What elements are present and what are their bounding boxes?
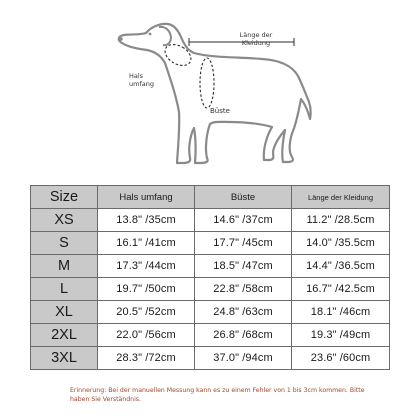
chest-cell: 17.7" /45cm [195,232,292,255]
chest-cell: 37.0" /94cm [195,347,292,370]
chest-cell: 14.6" /37cm [195,209,292,232]
size-cell: XS [31,209,98,232]
table-row [31,347,390,370]
size-chart-table [30,185,390,370]
length-cell: 18.1" /46cm [292,301,390,324]
table-row [31,232,390,255]
table-row [31,255,390,278]
neck-cell: 19.7" /50cm [98,278,195,301]
header-size: Size [31,186,98,209]
length-cell: 11.2" /28.5cm [292,209,390,232]
length-cell: 23.6" /60cm [292,347,390,370]
size-cell: 2XL [31,324,98,347]
size-cell: 3XL [31,347,98,370]
table-header-row [31,186,390,209]
dog-measurement-illustration [0,0,416,185]
size-cell: L [31,278,98,301]
neck-cell: 20.5" /52cm [98,301,195,324]
neck-cell: 17.3" /44cm [98,255,195,278]
chest-cell: 26.8" /68cm [195,324,292,347]
dog-silhouette-icon [0,0,416,185]
length-cell: 14.4" /36.5cm [292,255,390,278]
neck-label: Hals umfang [129,72,154,88]
header-chest: Büste [195,186,292,209]
neck-cell: 22.0" /56cm [98,324,195,347]
neck-cell: 13.8" /35cm [98,209,195,232]
table-row [31,301,390,324]
length-cell: 16.7" /42.5cm [292,278,390,301]
size-cell: M [31,255,98,278]
table-row [31,209,390,232]
neck-cell: 16.1" /41cm [98,232,195,255]
dog-eye [149,33,152,36]
header-neck: Hals umfang [98,186,195,209]
chest-label: Büste [210,107,230,115]
table-row [31,324,390,347]
size-cell: XL [31,301,98,324]
length-cell: 19.3" /49cm [292,324,390,347]
length-cell: 14.0" /35.5cm [292,232,390,255]
chest-cell: 24.8" /63cm [195,301,292,324]
table-row [31,278,390,301]
dog-nose [119,37,123,41]
chest-cell: 18.5" /47cm [195,255,292,278]
header-length: Länge der Kleidung [292,186,390,209]
size-cell: S [31,232,98,255]
measurement-note: Erinnerung: Bei der manuellen Messung kann es zu einem Fehler von 1 bis 3cm kommen. Bitte haben Sie Verständnis. [70,387,365,403]
chest-cell: 22.8" /58cm [195,278,292,301]
neck-cell: 28.3" /72cm [98,347,195,370]
length-label: Länge der Kleidung [239,31,273,47]
